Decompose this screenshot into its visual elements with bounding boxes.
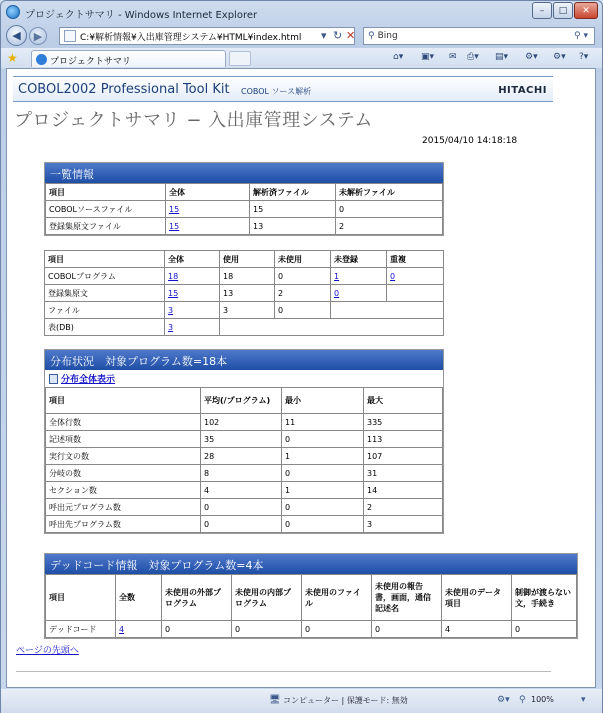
cell: ファイル (45, 302, 165, 319)
tab-ie-icon (36, 54, 47, 65)
cell: 0 (512, 621, 577, 638)
cell: 1 (282, 482, 364, 499)
status-bar (1, 689, 602, 713)
cell (165, 302, 220, 319)
home-icon[interactable]: ⌂▾ (393, 52, 404, 62)
cell: 全体行数 (46, 414, 201, 431)
cell: 3 (220, 302, 275, 319)
distribution-heading: 分布状況 対象プログラム数=18本 (45, 350, 443, 370)
stop-icon[interactable]: ✕ (346, 29, 356, 42)
cell (165, 319, 220, 336)
safety-menu-icon[interactable]: ⚙▾ (525, 52, 538, 62)
count-link[interactable]: 4 (119, 624, 125, 634)
product-header (13, 76, 553, 102)
summary-heading: 一覧情報 (45, 163, 443, 183)
col-header: 項目 (46, 575, 116, 621)
col-header: 項目 (46, 184, 166, 201)
product-name: COBOL2002 Professional Tool Kit (18, 82, 230, 97)
table-row (46, 499, 443, 516)
cell: 表(DB) (45, 319, 165, 336)
cell (331, 285, 387, 302)
cell (166, 201, 250, 218)
cell: 0 (275, 268, 331, 285)
zoom-icon[interactable]: ⚲ (519, 695, 526, 705)
forward-button[interactable]: ▶ (29, 27, 47, 45)
cell: 登録集原文ファイル (46, 218, 166, 235)
table-row (45, 319, 444, 336)
cell: 0 (282, 465, 364, 482)
cell: 0 (275, 302, 331, 319)
table-row (46, 482, 443, 499)
refresh-icon[interactable]: ↻ (333, 29, 343, 42)
cell (166, 218, 250, 235)
col-header: 未解析ファイル (336, 184, 443, 201)
col-header: 重複 (387, 251, 444, 268)
count-link[interactable]: 18 (168, 271, 179, 281)
tab-label: プロジェクトサマリ (50, 57, 131, 67)
cell: 11 (282, 414, 364, 431)
divider (16, 671, 551, 672)
cell: 0 (282, 431, 364, 448)
search-go-icon[interactable]: ⚲ ▾ (574, 31, 588, 41)
table-row (46, 414, 443, 431)
cell: 0 (232, 621, 302, 638)
maximize-button[interactable]: □ (553, 2, 573, 19)
protected-mode-icon[interactable]: ⚙▾ (497, 695, 510, 705)
dropdown-icon[interactable]: ▾ (321, 29, 327, 42)
usage-table (44, 250, 444, 336)
close-button[interactable]: ✕ (574, 2, 598, 19)
count-link[interactable]: 1 (334, 271, 340, 281)
file-table (45, 183, 443, 235)
col-header: 全体 (165, 251, 220, 268)
product-subtitle: COBOL ソース解析 (241, 87, 312, 96)
cell: 113 (364, 431, 443, 448)
cell (331, 268, 387, 285)
cell: 102 (201, 414, 282, 431)
back-button[interactable]: ◀ (6, 25, 27, 46)
col-header: 未使用の内部プログラム (232, 575, 302, 621)
ie-icon (6, 5, 20, 19)
timestamp: 2015/04/10 14:18:18 (422, 136, 518, 146)
deadcode-heading: デッドコード情報 対象プログラム数=4本 (45, 554, 577, 574)
cell: 28 (201, 448, 282, 465)
col-header: 未使用 (275, 251, 331, 268)
tab-project-summary[interactable] (31, 50, 226, 67)
brand-logo: HITACHI (498, 85, 547, 96)
mail-icon[interactable]: ✉ (449, 52, 457, 62)
computer-icon: 🖥 (269, 695, 281, 705)
cell: 107 (364, 448, 443, 465)
cell: 13 (250, 218, 336, 235)
document-icon (49, 374, 58, 384)
page-title: プロジェクトサマリ − 入出庫管理システム (14, 110, 373, 131)
col-header: 未使用のデータ項目 (442, 575, 512, 621)
cell: 0 (201, 499, 282, 516)
col-header: 平均(/プログラム) (201, 388, 282, 414)
cell: 呼出先プログラム数 (46, 516, 201, 533)
count-link[interactable]: 15 (168, 288, 179, 298)
search-icon: ⚲ (368, 31, 375, 41)
empty-cell (220, 319, 444, 336)
minimize-button[interactable]: – (532, 2, 552, 19)
cell: 記述項数 (46, 431, 201, 448)
cell: 8 (201, 465, 282, 482)
page-icon (64, 30, 76, 42)
print-icon[interactable]: ⎙▾ (467, 52, 479, 62)
deadcode-table (45, 574, 577, 638)
search-provider: Bing (377, 31, 398, 41)
cell: 登録集原文 (45, 285, 165, 302)
col-header: 使用 (220, 251, 275, 268)
new-tab-button[interactable] (229, 51, 251, 66)
col-header: 全体 (166, 184, 250, 201)
page-menu-icon[interactable]: ▤▾ (495, 52, 509, 62)
col-header: 未使用の外部プログラム (162, 575, 232, 621)
cell: 3 (364, 516, 443, 533)
cell: 0 (162, 621, 232, 638)
cell: 0 (372, 621, 442, 638)
cell: 14 (364, 482, 443, 499)
count-link[interactable]: 3 (168, 305, 174, 315)
cell: 18 (220, 268, 275, 285)
cell (165, 268, 220, 285)
cell: デッドコード (46, 621, 116, 638)
cell: 実行文の数 (46, 448, 201, 465)
feeds-icon[interactable]: ▣▾ (421, 52, 435, 62)
table-row (46, 218, 443, 235)
cell: 0 (201, 516, 282, 533)
col-header: 最小 (282, 388, 364, 414)
cell: 0 (282, 499, 364, 516)
cell (387, 268, 444, 285)
cell: 2 (275, 285, 331, 302)
cell: 1 (282, 448, 364, 465)
col-header: 未使用のファイル (302, 575, 372, 621)
search-box[interactable] (363, 27, 595, 45)
distribution-table (45, 387, 443, 533)
col-header: 未登録 (331, 251, 387, 268)
cell: 呼出元プログラム数 (46, 499, 201, 516)
table-row (46, 465, 443, 482)
col-header: 項目 (45, 251, 165, 268)
col-header: 項目 (46, 388, 201, 414)
count-link[interactable]: 15 (169, 204, 180, 214)
col-header: 制御が渡らない文，手続き (512, 575, 577, 621)
title-bar (1, 1, 602, 23)
table-row (46, 448, 443, 465)
tools-menu-icon[interactable]: ⚙▾ (553, 52, 566, 62)
show-distribution-text[interactable]: 分布全体表示 (61, 375, 116, 385)
table-row (45, 268, 444, 285)
usage-section (44, 250, 444, 336)
table-row (46, 431, 443, 448)
cell (165, 285, 220, 302)
empty-cell (387, 285, 444, 302)
table-row (46, 201, 443, 218)
cell: 4 (201, 482, 282, 499)
show-distribution-link[interactable] (45, 370, 443, 387)
cell: セクション数 (46, 482, 201, 499)
table-row (45, 302, 444, 319)
address-text: C:¥解析情報¥入出庫管理システム¥HTML¥index.html (80, 32, 302, 43)
col-header: 最大 (364, 388, 443, 414)
cell: COBOLプログラム (45, 268, 165, 285)
cell (116, 621, 162, 638)
help-icon[interactable]: ?▾ (579, 52, 589, 62)
favorites-star-icon[interactable]: ★ (7, 51, 18, 65)
table-row (46, 516, 443, 533)
table-row (45, 285, 444, 302)
cell: 2 (336, 218, 443, 235)
navigation-bar (1, 24, 602, 48)
cell: 0 (336, 201, 443, 218)
cell: 2 (364, 499, 443, 516)
cell: 分岐の数 (46, 465, 201, 482)
col-header: 未使用の報告書，画面，通信記述名 (372, 575, 442, 621)
address-bar[interactable] (59, 27, 355, 45)
count-link[interactable]: 15 (169, 221, 180, 231)
zoom-dropdown-icon[interactable]: ▾ (581, 695, 586, 705)
zone-status: コンピューター | 保護モード: 無効 (283, 696, 408, 705)
count-link[interactable]: 0 (390, 271, 396, 281)
zoom-level[interactable]: 100% (531, 695, 554, 704)
cell: 15 (250, 201, 336, 218)
window-title: プロジェクトサマリ - Windows Internet Explorer (25, 10, 258, 21)
table-row (46, 621, 577, 638)
cell: 0 (282, 516, 364, 533)
count-link[interactable]: 0 (334, 288, 340, 298)
page-content (6, 68, 596, 688)
cell: COBOLソースファイル (46, 201, 166, 218)
cell: 335 (364, 414, 443, 431)
distribution-section (44, 349, 444, 534)
tab-bar (1, 48, 602, 68)
col-header: 解析済ファイル (250, 184, 336, 201)
cell: 13 (220, 285, 275, 302)
back-to-top-link[interactable]: ページの先頭へ (16, 646, 79, 656)
deadcode-section (44, 553, 578, 639)
cell: 31 (364, 465, 443, 482)
empty-cell (331, 302, 444, 319)
count-link[interactable]: 3 (168, 322, 174, 332)
summary-section (44, 162, 444, 236)
cell: 0 (302, 621, 372, 638)
cell: 35 (201, 431, 282, 448)
col-header: 全数 (116, 575, 162, 621)
cell: 4 (442, 621, 512, 638)
